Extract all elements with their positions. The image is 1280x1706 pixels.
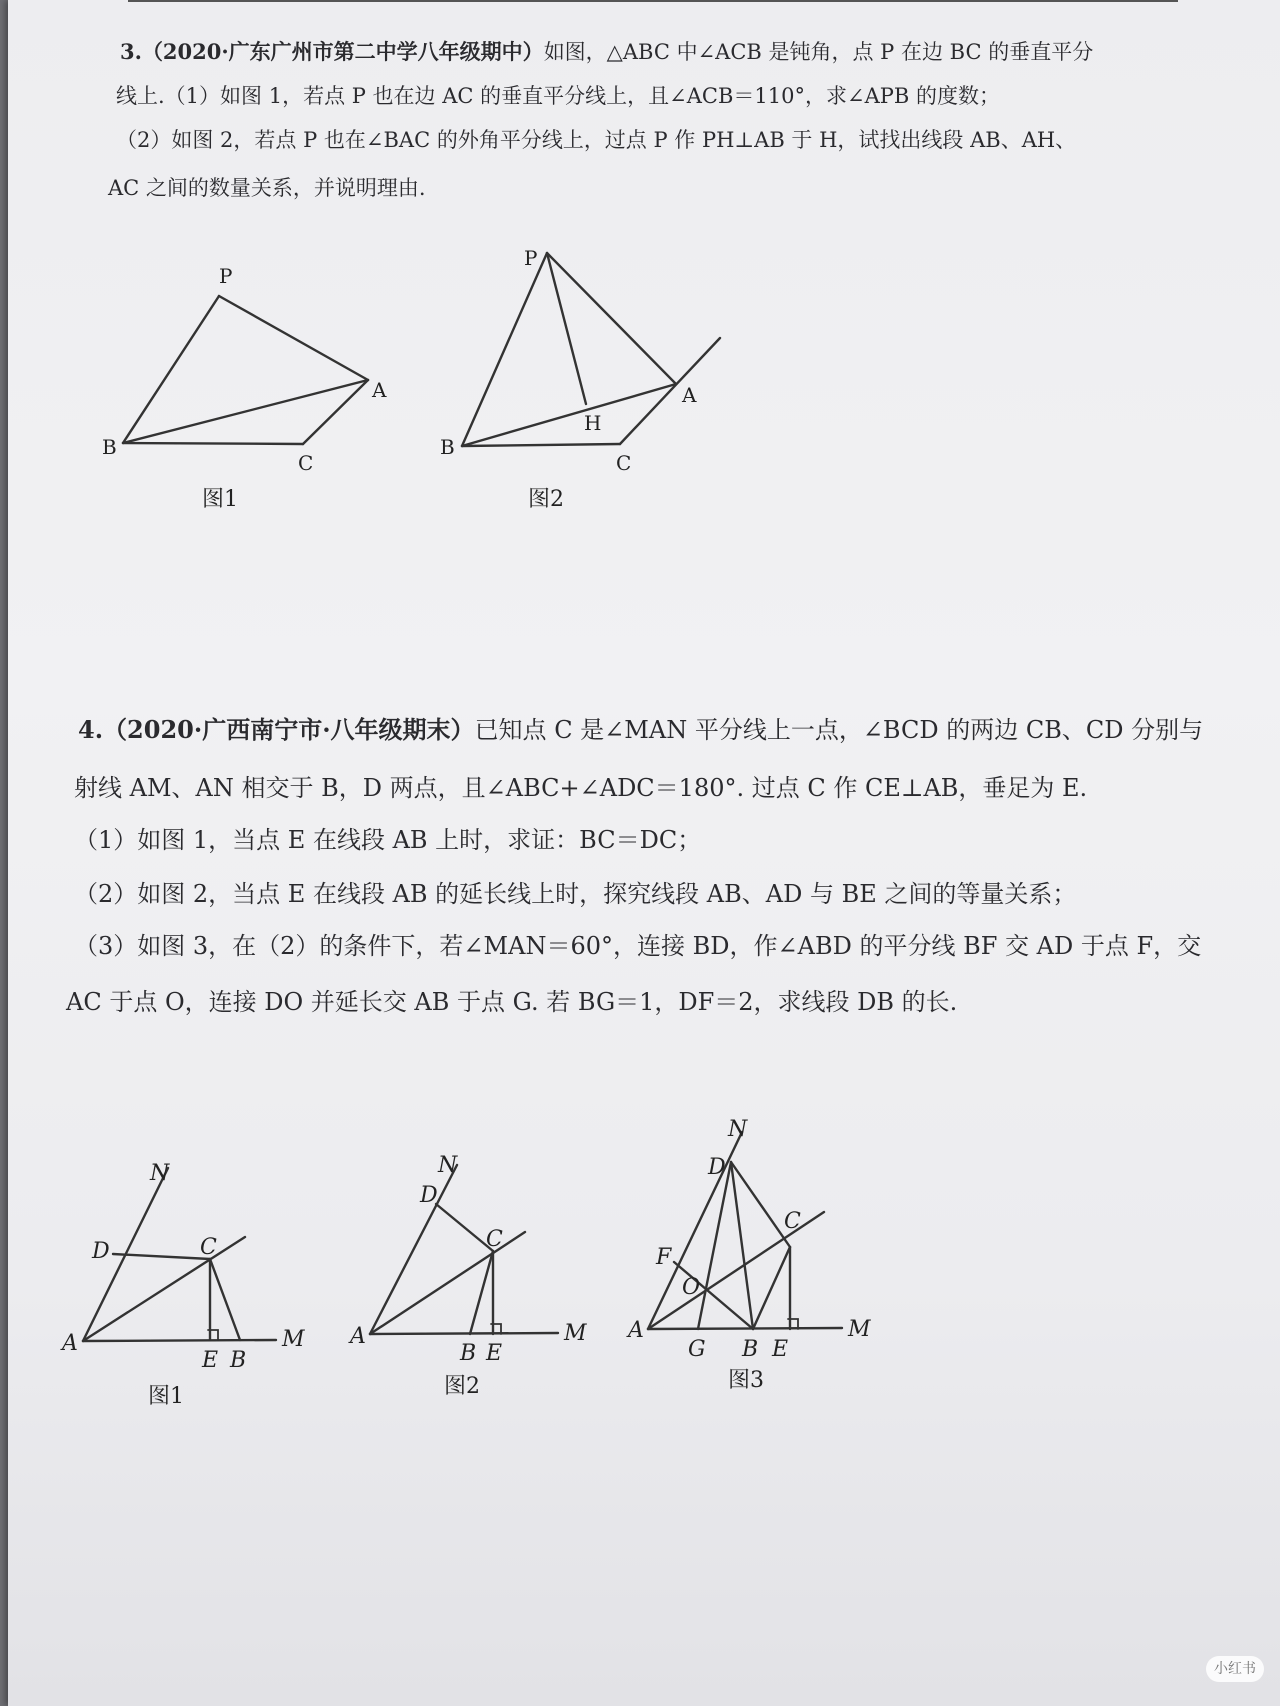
q3-line-2: 线上.（1）如图 1，若点 P 也在边 AC 的垂直平分线上，且∠ACB＝110°，求∠APB 的度数； [116, 84, 1000, 108]
q4-fig1-label-E: E [202, 1348, 219, 1373]
q4-line-6: AC 于点 O，连接 DO 并延长交 AB 于点 G. 若 BG＝1，DF＝2，求线段 DB 的长. [66, 988, 958, 1016]
q3-fig2-label-A: A [682, 383, 697, 407]
q3-fig1-label-P: P [219, 264, 233, 288]
q4-fig1-label-B: B [230, 1348, 247, 1373]
q4-fig3-label-A: A [628, 1318, 644, 1343]
q3-fig1-label-A: A [372, 378, 387, 402]
q4-fig3-label-D: D [708, 1155, 726, 1180]
figures-layer [8, 0, 1280, 1706]
q4-fig3-label-B: B [742, 1337, 759, 1362]
q3-figure-1 [123, 296, 368, 444]
q4-fig2-caption: 图2 [444, 1374, 480, 1399]
q3-fig1-label-C: C [298, 451, 314, 475]
q3-fig2-label-C: C [616, 451, 632, 475]
q3-fig2-label-H: H [584, 411, 602, 435]
q4-fig2-label-B: B [460, 1341, 477, 1366]
q4-fig1-label-M: M [282, 1327, 305, 1352]
q4-figure-3 [648, 1132, 842, 1329]
q4-fig1-label-C: C [200, 1235, 217, 1260]
q4-fig2-label-E: E [486, 1341, 503, 1366]
q4-fig1-label-N: N [150, 1161, 170, 1186]
q4-fig3-label-F: F [656, 1245, 672, 1270]
q4-fig2-label-N: N [438, 1153, 458, 1178]
q3-header: 3.（2020·广东广州市第二中学八年级期中） [120, 39, 544, 64]
q3-fig2-label-P: P [524, 246, 538, 270]
q4-fig2-label-A: A [350, 1324, 366, 1349]
q3-fig1-caption: 图1 [202, 487, 238, 512]
q4-line-1-text: 已知点 C 是∠MAN 平分线上一点，∠BCD 的两边 CB、CD 分别与 [474, 716, 1204, 744]
q4-fig3-caption: 图3 [728, 1368, 764, 1393]
q3-fig2-label-B: B [440, 435, 455, 459]
q4-fig3-label-O: O [682, 1275, 701, 1300]
q4-fig2-label-D: D [420, 1183, 438, 1208]
q3-line-3: （2）如图 2，若点 P 也在∠BAC 的外角平分线上，过点 P 作 PH⊥AB 于 H，试找出线段 AB、AH、 [116, 128, 1077, 152]
q4-line-3: （1）如图 1，当点 E 在线段 AB 上时，求证：BC＝DC； [74, 826, 702, 854]
q4-fig1-caption: 图1 [148, 1384, 184, 1409]
q4-fig1-label-D: D [92, 1239, 110, 1264]
q4-header: 4.（2020·广西南宁市·八年级期末） [78, 715, 475, 744]
xiaohongshu-watermark: 小红书 [1206, 1656, 1264, 1682]
q4-fig2-label-C: C [486, 1227, 503, 1252]
q4-fig3-label-C: C [784, 1209, 801, 1234]
q3-fig2-caption: 图2 [528, 487, 564, 512]
q4-line-2: 射线 AM、AN 相交于 B，D 两点，且∠ABC+∠ADC＝180°. 过点 C 作 CE⊥AB，垂足为 E. [74, 774, 1088, 802]
q4-fig1-label-A: A [62, 1331, 78, 1356]
q4-line-4: （2）如图 2，当点 E 在线段 AB 的延长线上时，探究线段 AB、AD 与 BE 之间的等量关系； [74, 880, 1077, 908]
q3-fig1-label-B: B [102, 435, 117, 459]
q3-line-4: AC 之间的数量关系，并说明理由. [108, 176, 426, 200]
q4-fig3-label-M: M [848, 1317, 871, 1342]
q4-fig3-label-N: N [728, 1117, 748, 1142]
q4-fig3-label-E: E [772, 1337, 789, 1362]
q4-figure-2 [370, 1165, 558, 1334]
q4-fig2-label-M: M [564, 1321, 587, 1346]
q4-line-5: （3）如图 3，在（2）的条件下，若∠MAN＝60°，连接 BD，作∠ABD 的平分线 BF 交 AD 于点 F，交 [74, 932, 1202, 960]
q3-line-1-text: 如图，△ABC 中∠ACB 是钝角，点 P 在边 BC 的垂直平分 [543, 40, 1094, 64]
worksheet-page [8, 0, 1280, 1706]
q4-figure-1 [83, 1168, 276, 1341]
q4-fig3-label-G: G [688, 1337, 706, 1362]
